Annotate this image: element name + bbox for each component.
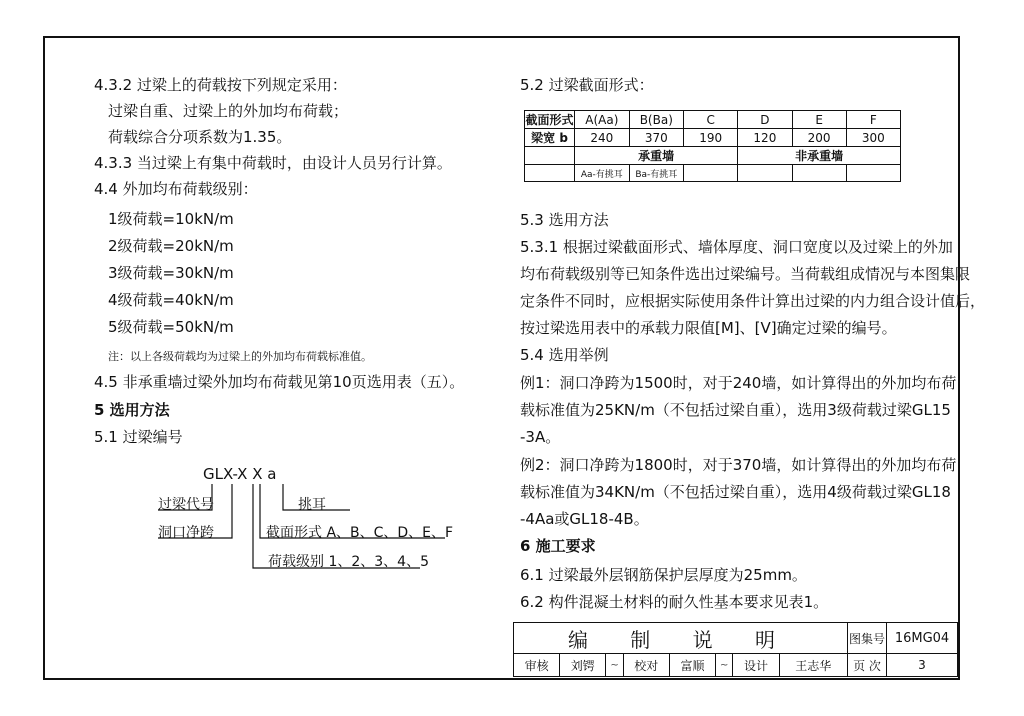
- table-row: 承重墙 非承重墙: [525, 147, 901, 165]
- paragraph-line: 均布荷载级别等已知条件选出过梁编号。当荷载组成情况与本图集限: [520, 265, 971, 283]
- clause-6-1: 6.1 过梁最外层钢筋保护层厚度为25mm。: [520, 566, 807, 584]
- load-level: 1级荷载=10kN/m: [108, 210, 234, 228]
- clause-4-3-3: 4.3.3 当过梁上有集中荷载时，由设计人员另行计算。: [94, 154, 452, 172]
- section-5-heading: 5 选用方法: [94, 401, 170, 419]
- load-level: 4级荷载=40kN/m: [108, 291, 234, 309]
- example-line: 载标准值为34KN/m（不包括过梁自重），选用4级荷载过梁GL18: [520, 483, 951, 501]
- clause-4-3-2: 4.3.2 过梁上的荷载按下列规定采用：: [94, 76, 347, 94]
- load-level: 3级荷载=30kN/m: [108, 264, 234, 282]
- text-line: 过梁自重、过梁上的外加均布荷载；: [108, 102, 349, 120]
- paragraph-line: 5.3.1 根据过梁截面形式、墙体厚度、洞口宽度以及过梁上的外加: [520, 238, 953, 256]
- section-table: [524, 110, 901, 182]
- example-line: -4Aa或GL18-4B。: [520, 510, 649, 528]
- clause-5-3: 5.3 选用方法: [520, 211, 609, 229]
- example-line: 例2：洞口净跨为1800时，对于370墙，如计算得出的外加均布荷: [520, 456, 957, 474]
- clause-4-4: 4.4 外加均布荷载级别：: [94, 180, 258, 198]
- load-level: 2级荷载=20kN/m: [108, 237, 234, 255]
- title-block-row: 编 制 说 明 图集号 16MG04: [514, 623, 958, 654]
- example-line: 载标准值为25KN/m（不包括过梁自重），选用3级荷载过梁GL15: [520, 401, 951, 419]
- beam-code-label: 过梁代号: [158, 497, 214, 513]
- paragraph-line: 定条件不同时，应根据实际使用条件计算出过梁的内力组合设计值后，: [520, 292, 986, 310]
- section-type-label: 截面形式 A、B、C、D、E、F: [266, 525, 454, 541]
- clause-5-1: 5.1 过梁编号: [94, 428, 183, 446]
- table-row: Aa-有挑耳 Ba-有挑耳: [525, 165, 901, 182]
- note: 注：以上各级荷载均为过梁上的外加均布荷载标准值。: [108, 350, 372, 363]
- clear-span-label: 洞口净跨: [158, 525, 214, 541]
- example-line: 例1：洞口净跨为1500时，对于240墙，如计算得出的外加均布荷: [520, 374, 957, 392]
- clause-5-4: 5.4 选用举例: [520, 346, 609, 364]
- title-block-row: 审核 刘锷 ~ 校对 富顺 ~ 设计 王志华 页 次 3: [514, 654, 958, 677]
- drawing-title: 编 制 说 明: [514, 623, 848, 654]
- table-row: 截面形式 A(Aa) B(Ba) C D E F: [525, 111, 901, 129]
- clause-4-5: 4.5 非承重墙过梁外加均布荷载见第10页选用表（五）。: [94, 373, 465, 391]
- ear-label: 挑耳: [298, 497, 326, 513]
- text-line: 荷载综合分项系数为1.35。: [108, 128, 292, 146]
- paragraph-line: 按过梁选用表中的承载力限值[M]、[V]确定过梁的编号。: [520, 319, 897, 337]
- clause-5-2: 5.2 过梁截面形式：: [520, 76, 654, 94]
- section-6-heading: 6 施工要求: [520, 537, 596, 555]
- example-line: -3A。: [520, 428, 561, 446]
- checker-signature: ~: [716, 654, 733, 677]
- load-level-label: 荷载级别 1、2、3、4、5: [268, 554, 429, 570]
- title-block: [513, 622, 958, 677]
- reviewer-signature: ~: [606, 654, 623, 677]
- load-level: 5级荷载=50kN/m: [108, 318, 234, 336]
- table-row: 梁宽 b 240 370 190 120 200 300: [525, 129, 901, 147]
- clause-6-2: 6.2 构件混凝土材料的耐久性基本要求见表1。: [520, 593, 829, 611]
- beam-code: GLX-X X a: [203, 465, 277, 483]
